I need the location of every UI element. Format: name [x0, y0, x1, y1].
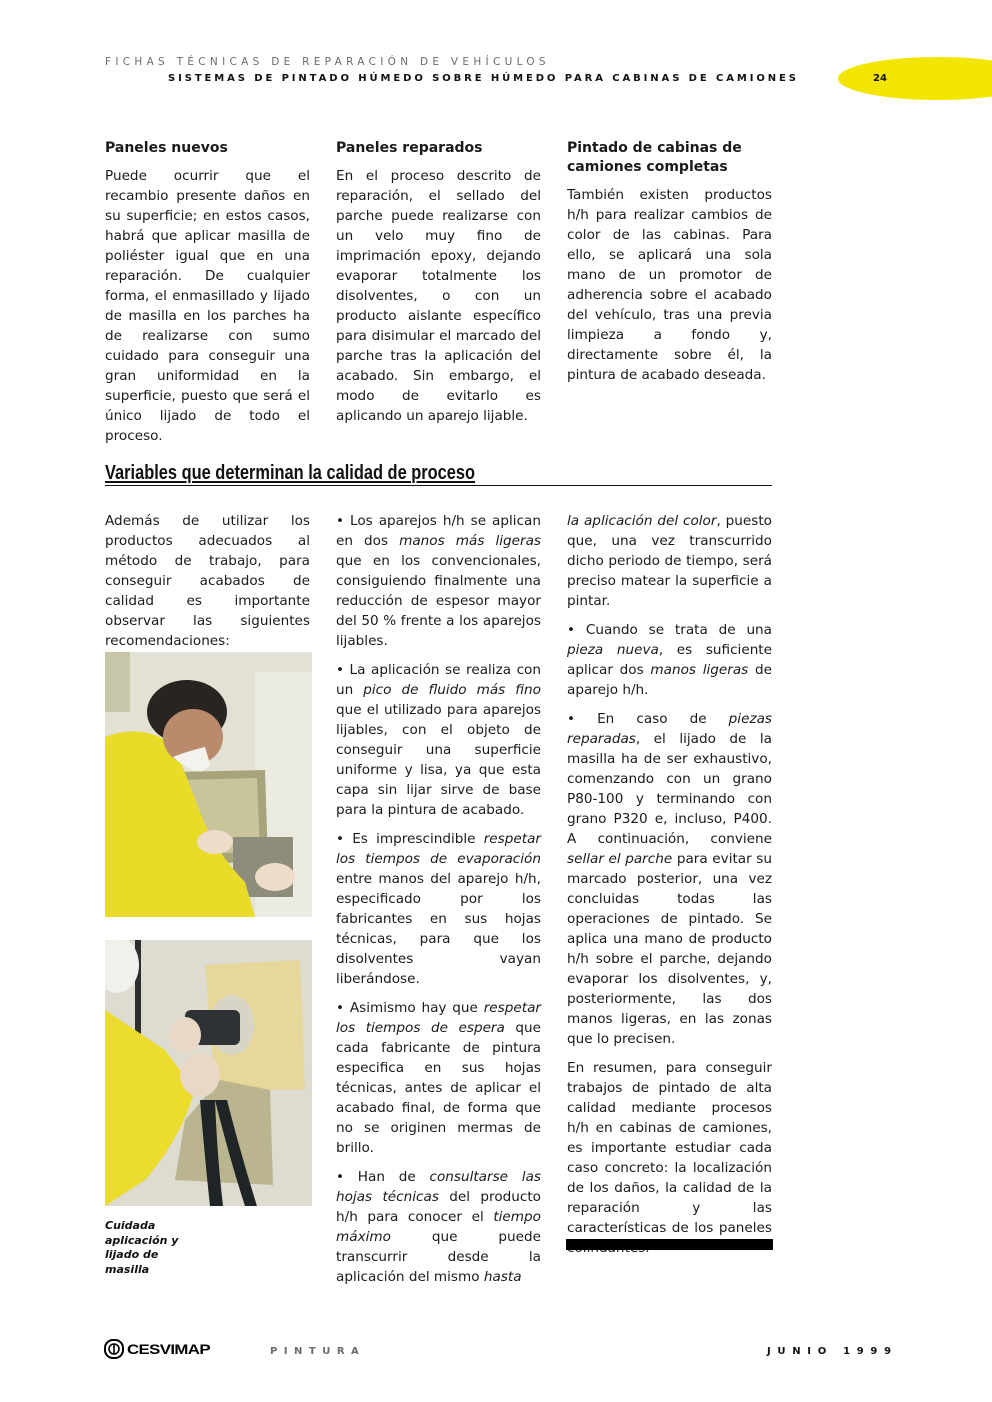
- page-number: 24: [873, 73, 887, 84]
- bullet-text: que el utilizado para aparejos lijables, con el objeto de conseguir una superficie uniforme y lisa, ya que esta capa sin lijar sirve de base para la pintura de acabado.: [336, 702, 541, 818]
- bullet-text: del producto h/h para conocer el: [336, 1189, 541, 1225]
- bullet-text: • Es imprescindible: [336, 831, 484, 847]
- header-title: SISTEMAS DE PINTADO HÚMEDO SOBRE HÚMEDO PARA CABINAS DE CAMIONES: [168, 73, 799, 84]
- bullet-text: , el lijado de la masilla ha de ser exhaustivo, comenzando con un grano P80-100 y terminando con grano P320 e, incluso, P400. A continuación, conviene: [567, 731, 772, 847]
- continuation-rest: , puesto que, una vez transcurrido dicho periodo de tiempo, será preciso matear la superficie a pintar.: [567, 513, 772, 609]
- bullet-text: para evitar su marcado posterior, una vez concluidas todas las operaciones de pintado. Se aplica una mano de producto h/h sobre el parche, dejando evaporar los disolventes, y, posteriormente, las dos manos ligeras, en las zonas que lo precisen.: [567, 851, 772, 1047]
- photo-sanding-filler-image: [105, 940, 312, 1206]
- section-paneles-nuevos: [105, 139, 310, 455]
- bullet-text: de aparejo h/h.: [567, 662, 772, 698]
- bullet-emphasis: manos ligeras: [650, 662, 749, 678]
- section-title: [105, 461, 772, 486]
- bullet-item: [336, 829, 541, 989]
- section-paneles-reparados: [336, 139, 541, 435]
- bullet-emphasis: consultarse las hojas técnicas: [336, 1169, 541, 1205]
- bullet-item: [336, 998, 541, 1158]
- bullet-text: • Los aparejos h/h se aplican en dos: [336, 513, 541, 549]
- cesvimap-logo: [104, 1339, 210, 1359]
- photo-applying-filler-image: [105, 652, 312, 917]
- bullet-text: que puede transcurrir desde la aplicación del mismo: [336, 1229, 541, 1285]
- header-series: FICHAS TÉCNICAS DE REPARACIÓN DE VEHÍCULOS: [105, 56, 550, 68]
- footer-section: PINTURA: [270, 1346, 366, 1357]
- footer-date: JUNIO 1999: [767, 1346, 898, 1357]
- bullet-item: [336, 511, 541, 651]
- body-cabinas-completas: También existen productos h/h para realizar cambios de color de las cabinas. Para ello, se aplicará una sola mano de un promotor de adherencia sobre el acabado del vehículo, tras una previa limpieza a fondo y, directamente sobre él, la pintura de acabado deseada.: [567, 187, 772, 383]
- bullet-emphasis: manos más ligeras: [399, 533, 541, 549]
- logo-text: CESVIMAP: [127, 1341, 210, 1357]
- end-of-article-bar: [566, 1239, 773, 1250]
- summary-text: En resumen, para conseguir trabajos de pintado de alta calidad mediante procesos h/h en cabinas de camiones, es importante estudiar cada caso concreto: la localización de los daños, la calidad de la reparación y las características de los paneles: [567, 1060, 772, 1236]
- bullet-emphasis: sellar el parche: [567, 851, 673, 867]
- photo-applying-filler: [105, 652, 312, 917]
- bullet-text: que en los convencionales, consiguiendo finalmente una reducción de espesor mayor del 50 % frente a los aparejos lijables.: [336, 553, 541, 649]
- body-paneles-reparados: En el proceso descrito de reparación, el sellado del parche puede realizarse con un velo muy fino de imprimación epoxy, dejando evaporar totalmente los disolventes, o con un producto aislante específico para disimular el marcado del parche tras la aplicación del acabado. Sin embargo, el modo de evitarlo es aplicando un aparejo lijable.: [336, 168, 541, 424]
- bullets-column: [336, 511, 541, 1296]
- bullet-emphasis: hasta: [483, 1269, 522, 1285]
- heading-cabinas-completas: Pintado de cabinas de camiones completas: [567, 140, 742, 175]
- bullet-item: [567, 620, 772, 700]
- bullet-text: que cada fabricante de pintura especifica en sus hojas técnicas, antes de aplicar el acabado final, de forma que no se originen mermas de brillo.: [336, 1020, 541, 1156]
- bullet-emphasis: pico de fluido más fino: [363, 682, 541, 698]
- bullet-item: [336, 660, 541, 820]
- section-title-text: Variables que determinan la calidad de proceso: [105, 462, 476, 484]
- photo-sanding-filler: [105, 940, 312, 1206]
- bullet-text: • Cuando se trata de una: [567, 622, 772, 638]
- bullet-text: • En caso de: [567, 711, 729, 727]
- bullet-text: , es suficiente aplicar dos: [567, 642, 773, 678]
- heading-paneles-nuevos: Paneles nuevos: [105, 140, 228, 156]
- bullet-emphasis: pieza nueva: [567, 642, 659, 658]
- body-paneles-nuevos: Puede ocurrir que el recambio presente daños en su superficie; en estos casos, habrá que aplicar masilla de poliéster igual que en una reparación. De cualquier forma, el enmasillado y lijado de masilla en los parches ha de realizarse con sumo cuidado para conseguir una gran uniformidad en la superficie, puesto que será el único lijado de todo el proceso.: [105, 168, 310, 444]
- bullet-text: • La aplicación se realiza con un: [336, 662, 541, 698]
- section-cabinas-completas: [567, 139, 772, 394]
- bullet-emphasis: respetar los tiempos de evaporación: [336, 831, 541, 867]
- bullet-emphasis: respetar los tiempos de espera: [336, 1000, 541, 1036]
- continuation-column: [567, 511, 772, 1267]
- bullet-item: [336, 1167, 541, 1287]
- bullet-text: • Han de: [336, 1169, 430, 1185]
- bullet-emphasis: piezas reparadas: [567, 711, 772, 747]
- intro-column: [105, 511, 310, 660]
- intro-text: Además de utilizar los productos adecuados al método de trabajo, para conseguir acabados de calidad es importante observar las siguientes recomendaciones:: [105, 513, 310, 649]
- continuation-emphasis: la aplicación del color: [567, 513, 717, 529]
- bullet-text: entre manos del aparejo h/h, especificado por los fabricantes en sus hojas técnicas, para que los disolventes vayan liberándose.: [336, 871, 541, 987]
- cesvimap-emblem-icon: [104, 1339, 124, 1359]
- bullet-text: • Asimismo hay que: [336, 1000, 484, 1016]
- bullet-emphasis: tiempo máximo: [336, 1209, 541, 1245]
- bullet-item: [567, 709, 772, 1049]
- heading-paneles-reparados: Paneles reparados: [336, 140, 483, 156]
- page-number-tab: [838, 57, 992, 100]
- photo-caption: Cuidada aplicación y lijado de masilla: [105, 1219, 179, 1276]
- continuation-text: [567, 511, 772, 611]
